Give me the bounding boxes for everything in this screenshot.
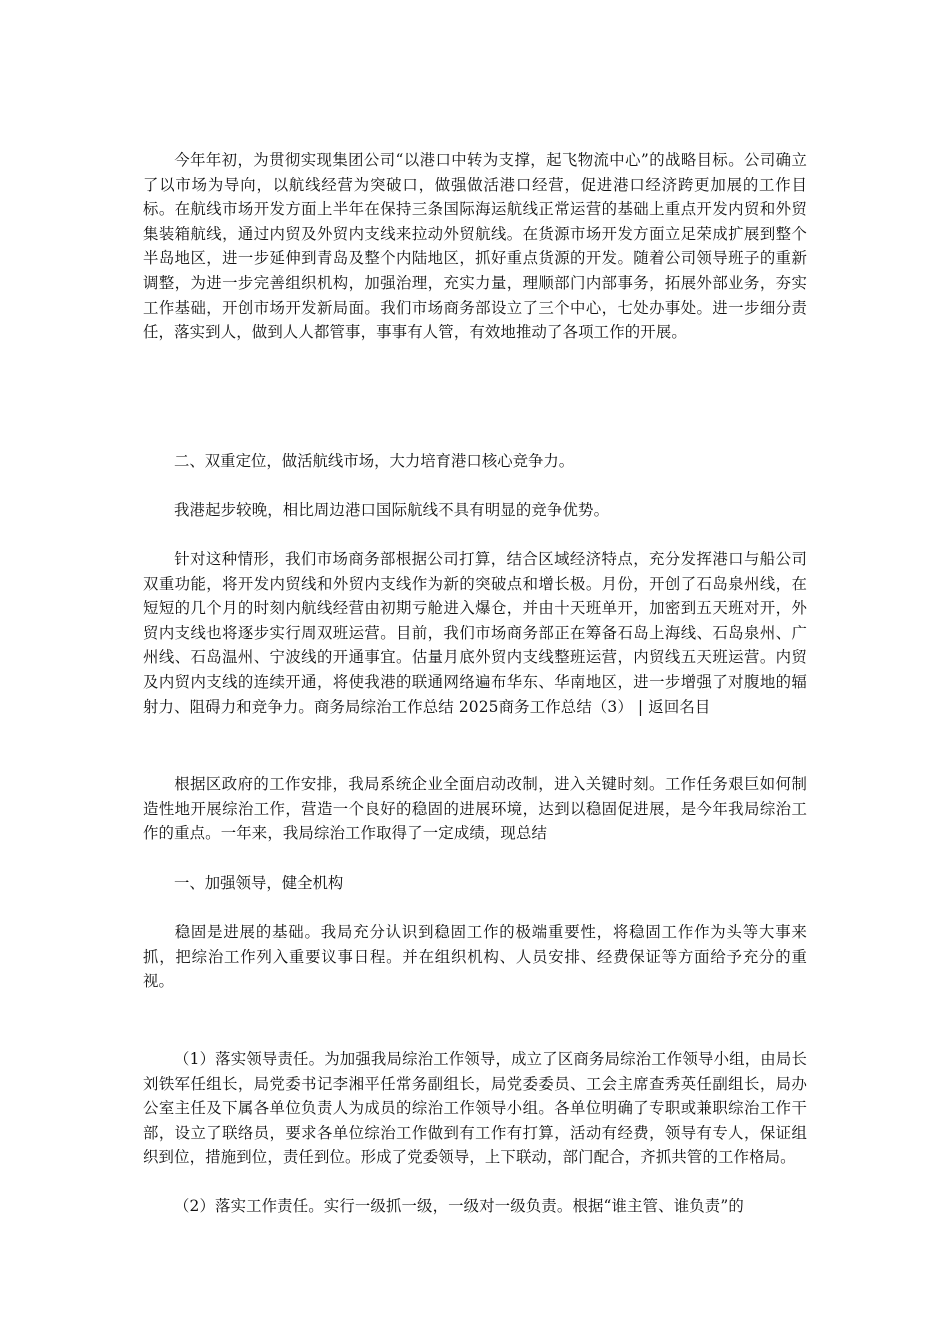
paragraph-late-start <box>143 498 807 523</box>
heading-text: 二、双重定位，做活航线市场，大力培育港口核心竞争力。 <box>174 452 575 470</box>
paragraph-stability-foundation <box>143 920 807 994</box>
paragraph-work-responsibility <box>143 1194 807 1219</box>
section-heading-leadership <box>143 871 807 896</box>
paragraph-text: 稳固是进展的基础。我局充分认识到稳固工作的极端重要性，将稳固工作作为头等大事来抓，把综治工作列入重要议事日程。并在组织机构、人员安排、经费保证等方面给予充分的重视。 <box>143 923 807 991</box>
paragraph-text: 我港起步较晚，相比周边港口国际航线不具有明显的竞争优势。 <box>174 501 610 519</box>
paragraph-text: 针对这种情形，我们市场商务部根据公司打算，结合区域经济特点，充分发挥港口与船公司双重功能，将开发内贸线和外贸内支线作为新的突破点和增长极。月份，开创了石岛泉州线，在短短的几个月的时刻内航线经营由初期亏舱进入爆仓，并由十天班单开，加密到五天班对开，外贸内支线也将逐步实行周双班运营。目前，我们市场商务部正在筹备石岛上海线、石岛泉州、广州线、石岛温州、宁波线的开通事宜。估量月底外贸内支线整班运营，内贸线五天班运营。内贸及内贸内支线的连续开通，将使我港的联通网络遍布华东、华南地区，进一步增强了对腹地的辐射力、阻碍力和竞争力。商务局综治工作总结 2025商务工作总结（3） | 返回名目 <box>143 550 807 716</box>
paragraph-leadership-responsibility <box>143 1047 807 1170</box>
heading-text: 一、加强领导，健全机构 <box>174 874 344 892</box>
paragraph-text: 今年年初，为贯彻实现集团公司“以港口中转为支撑，起飞物流中心”的战略目标。公司确立了以市场为导向，以航线经营为突破口，做强做活港口经营，促进港口经济跨更加展的工作目标。在航线市场开发方面上半年在保持三条国际海运航线正常运营的基础上重点开发内贸和外贸集装箱航线，通过内贸及外贸内支线来拉动外贸航线。在货源市场开发方面立足荣成扩展到整个半岛地区，进一步延伸到青岛及整个内陆地区，抓好重点货源的开发。随着公司领导班子的重新调整，为进一步完善组织机构，加强治理，充实力量，理顺部门内部事务，拓展外部业务，夯实工作基础，开创市场开发新局面。我们市场商务部设立了三个中心，七处办事处。进一步细分责任，落实到人，做到人人都管事，事事有人管，有效地推动了各项工作的开展。 <box>143 151 807 342</box>
paragraph-text: （1）落实领导责任。为加强我局综治工作领导，成立了区商务局综治工作领导小组，由局长刘铁军任组长，局党委书记李湘平任常务副组长，局党委委员、工会主席查秀英任副组长，局办公室主任及下属各单位负责人为成员的综治工作领导小组。各单位明确了专职或兼职综治工作干部，设立了联络员，要求各单位综治工作做到有工作有打算，活动有经费，领导有专人，保证组织到位，措施到位，责任到位。形成了党委领导，上下联动，部门配合，齐抓共管的工作格局。 <box>143 1050 807 1167</box>
paragraph-text: （2）落实工作责任。实行一级抓一级，一级对一级负责。根据“谁主管、谁负责”的 <box>174 1197 744 1215</box>
paragraph-reform-work <box>143 772 807 846</box>
paragraph-strategy-goal <box>143 148 807 345</box>
section-heading-dual-positioning <box>143 449 807 474</box>
paragraph-route-development <box>143 547 807 719</box>
paragraph-text: 根据区政府的工作安排，我局系统企业全面启动改制，进入关键时刻。工作任务艰巨如何制造性地开展综治工作，营造一个良好的稳固的进展环境，达到以稳固促进展，是今年我局综治工作的重点。一年来，我局综治工作取得了一定成绩，现总结 <box>143 775 807 843</box>
